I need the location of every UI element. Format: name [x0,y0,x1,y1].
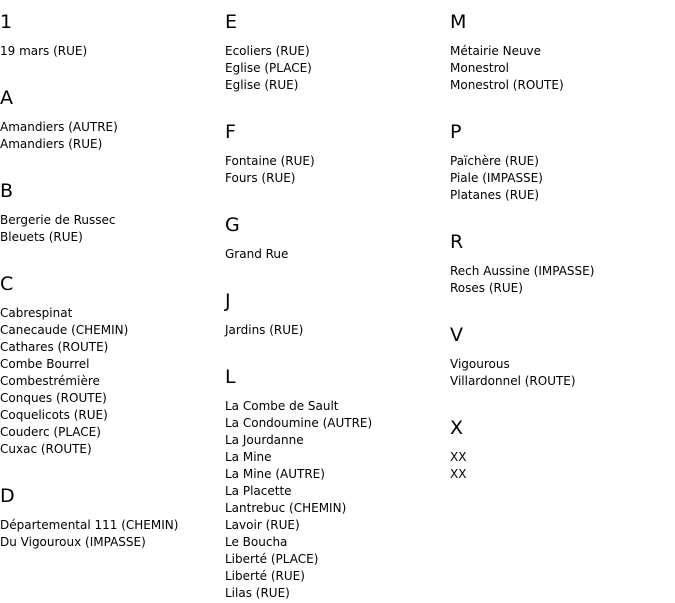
street-link[interactable]: Fours (RUE) [225,171,296,185]
street-link[interactable]: Jardins (RUE) [225,323,304,337]
street-link[interactable]: Du Vigouroux (IMPASSE) [0,535,146,549]
letter-section [225,290,450,339]
street-index-column-2 [225,0,450,602]
street-link[interactable]: XX [450,450,467,464]
street-link[interactable]: Coquelicots (RUE) [0,408,108,422]
letter-section [225,11,450,94]
letter-section [0,180,225,246]
letter-section [0,11,225,60]
street-link[interactable]: Cathares (ROUTE) [0,340,109,354]
street-list [225,322,450,339]
street-link[interactable]: La Combe de Sault [225,399,339,413]
street-link[interactable]: Amandiers (RUE) [0,137,103,151]
street-link[interactable]: Liberté (RUE) [225,569,305,583]
street-link[interactable]: Canecaude (CHEMIN) [0,323,129,337]
street-link[interactable]: XX [450,467,467,481]
street-list [450,43,675,94]
street-list [450,356,675,390]
letter-heading: B [0,180,14,202]
street-link[interactable]: Monestrol [450,61,509,75]
street-list [225,153,450,187]
street-index-column-3 [450,0,675,483]
street-link[interactable]: Ecoliers (RUE) [225,44,310,58]
street-list [450,449,675,483]
letter-section [225,121,450,187]
letter-heading: J [225,290,231,312]
letter-heading: G [225,214,240,236]
street-link[interactable]: Liberté (PLACE) [225,552,319,566]
letter-heading: A [0,87,13,109]
letter-section [225,214,450,263]
letter-heading: M [450,11,467,33]
letter-section [225,366,450,602]
letter-heading: V [450,324,463,346]
street-link[interactable]: La Jourdanne [225,433,304,447]
street-link[interactable]: Païchère (RUE) [450,154,539,168]
street-list [0,517,225,551]
street-link[interactable]: Eglise (RUE) [225,78,299,92]
street-link[interactable]: Lantrebuc (CHEMIN) [225,501,347,515]
street-link[interactable]: Conques (ROUTE) [0,391,107,405]
street-link[interactable]: Villardonnel (ROUTE) [450,374,576,388]
letter-section [0,273,225,458]
letter-heading: D [0,485,15,507]
letter-section [0,87,225,153]
street-link[interactable]: Cuxac (ROUTE) [0,442,92,456]
letter-section [450,324,675,390]
street-list [0,305,225,458]
street-link[interactable]: Combe Bourrel [0,357,90,371]
street-link[interactable]: Départemental 111 (CHEMIN) [0,518,179,532]
street-link[interactable]: Platanes (RUE) [450,188,540,202]
street-link[interactable]: Eglise (PLACE) [225,61,312,75]
letter-heading: R [450,231,464,253]
letter-section [0,485,225,551]
street-link[interactable]: La Mine [225,450,272,464]
street-list [0,119,225,153]
street-index-column-1 [0,0,225,551]
street-link[interactable]: Lavoir (RUE) [225,518,300,532]
street-list [225,398,450,602]
letter-heading: P [450,121,462,143]
letter-section [450,11,675,94]
street-link[interactable]: Piale (IMPASSE) [450,171,543,185]
street-link[interactable]: Roses (RUE) [450,281,523,295]
street-link[interactable]: Bergerie de Russec [0,213,116,227]
street-list [450,153,675,204]
street-link[interactable]: Le Boucha [225,535,288,549]
street-link[interactable]: Cabrespinat [0,306,73,320]
street-list [450,263,675,297]
letter-heading: E [225,11,238,33]
street-link[interactable]: Combestrémière [0,374,100,388]
street-link[interactable]: Amandiers (AUTRE) [0,120,118,134]
street-link[interactable]: La Mine (AUTRE) [225,467,325,481]
street-link[interactable]: La Condoumine (AUTRE) [225,416,373,430]
street-link[interactable]: Fontaine (RUE) [225,154,315,168]
letter-heading: 1 [0,11,13,33]
street-list [0,212,225,246]
street-link[interactable]: Vigourous [450,357,510,371]
street-link[interactable]: 19 mars (RUE) [0,44,88,58]
street-link[interactable]: Grand Rue [225,247,289,261]
street-link[interactable]: Rech Aussine (IMPASSE) [450,264,595,278]
letter-heading: F [225,121,236,143]
letter-heading: L [225,366,236,388]
letter-section [450,417,675,483]
letter-section [450,121,675,204]
street-link[interactable]: Bleuets (RUE) [0,230,83,244]
street-list [225,43,450,94]
letter-heading: X [450,417,464,439]
street-list [225,246,450,263]
letter-section [450,231,675,297]
street-link[interactable]: Couderc (PLACE) [0,425,101,439]
street-list [0,43,225,60]
street-link[interactable]: Monestrol (ROUTE) [450,78,564,92]
letter-heading: C [0,273,14,295]
street-link[interactable]: La Placette [225,484,292,498]
street-link[interactable]: Lilas (RUE) [225,586,290,600]
street-link[interactable]: Métairie Neuve [450,44,542,58]
